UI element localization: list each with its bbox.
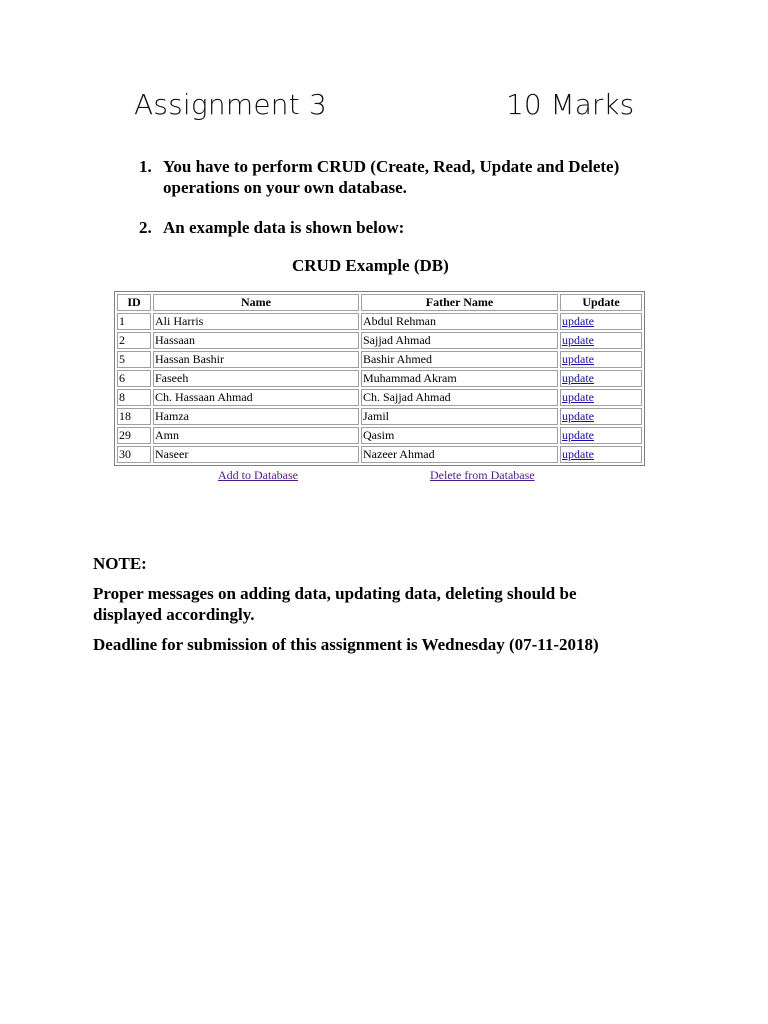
cell-id: 1 — [117, 313, 151, 330]
cell-name: Hassaan — [153, 332, 359, 349]
assignment-title: Assignment 3 — [134, 88, 327, 121]
note-deadline: Deadline for submission of this assignment is Wednesday (07-11-2018) — [93, 635, 599, 654]
table-row — [117, 370, 642, 387]
cell-father-name: Sajjad Ahmad — [361, 332, 558, 349]
column-header-name: Name — [153, 294, 359, 311]
cell-update — [560, 351, 642, 368]
example-caption: CRUD Example (DB) — [292, 256, 449, 275]
cell-name: Hamza — [153, 408, 359, 425]
cell-name: Faseeh — [153, 370, 359, 387]
table-row — [117, 332, 642, 349]
table-row — [117, 408, 642, 425]
note-message: Proper messages on adding data, updating data, deleting should be displayed accordingly. — [93, 584, 577, 624]
table-row — [117, 446, 642, 463]
crud-example-table — [114, 291, 645, 466]
cell-id: 29 — [117, 427, 151, 444]
cell-id: 6 — [117, 370, 151, 387]
update-link[interactable]: update — [562, 352, 594, 366]
table-row — [117, 313, 642, 330]
instruction-number: 1. — [139, 157, 152, 176]
cell-update — [560, 427, 642, 444]
cell-father-name: Abdul Rehman — [361, 313, 558, 330]
column-header-update: Update — [560, 294, 642, 311]
assignment-marks: 10 Marks — [506, 88, 635, 121]
table-header-row — [117, 294, 642, 311]
note-label: NOTE: — [93, 554, 147, 573]
cell-id: 8 — [117, 389, 151, 406]
update-link[interactable]: update — [562, 371, 594, 385]
instruction-text: An example data is shown below: — [163, 218, 405, 237]
instruction-item — [139, 217, 659, 239]
cell-name: Naseer — [153, 446, 359, 463]
cell-id: 30 — [117, 446, 151, 463]
update-link[interactable]: update — [562, 428, 594, 442]
column-header-id: ID — [117, 294, 151, 311]
cell-father-name: Jamil — [361, 408, 558, 425]
cell-father-name: Qasim — [361, 427, 558, 444]
cell-father-name: Ch. Sajjad Ahmad — [361, 389, 558, 406]
cell-id: 2 — [117, 332, 151, 349]
update-link[interactable]: update — [562, 314, 594, 328]
table-row — [117, 427, 642, 444]
cell-name: Ch. Hassaan Ahmad — [153, 389, 359, 406]
instruction-text: You have to perform CRUD (Create, Read, Update and Delete) operations on your own database. — [163, 157, 620, 197]
delete-from-database-link[interactable]: Delete from Database — [430, 468, 535, 482]
instruction-item — [139, 156, 659, 200]
cell-name: Ali Harris — [153, 313, 359, 330]
update-link[interactable]: update — [562, 390, 594, 404]
cell-update — [560, 389, 642, 406]
cell-father-name: Muhammad Akram — [361, 370, 558, 387]
cell-update — [560, 408, 642, 425]
table-row — [117, 351, 642, 368]
instruction-number: 2. — [139, 218, 152, 237]
update-link[interactable]: update — [562, 333, 594, 347]
cell-update — [560, 446, 642, 463]
cell-id: 5 — [117, 351, 151, 368]
cell-update — [560, 332, 642, 349]
cell-update — [560, 313, 642, 330]
cell-update — [560, 370, 642, 387]
update-link[interactable]: update — [562, 447, 594, 461]
cell-name: Hassan Bashir — [153, 351, 359, 368]
cell-name: Amn — [153, 427, 359, 444]
table-row — [117, 389, 642, 406]
cell-father-name: Bashir Ahmed — [361, 351, 558, 368]
column-header-father-name: Father Name — [361, 294, 558, 311]
add-to-database-link[interactable]: Add to Database — [218, 468, 298, 482]
cell-id: 18 — [117, 408, 151, 425]
cell-father-name: Nazeer Ahmad — [361, 446, 558, 463]
update-link[interactable]: update — [562, 409, 594, 423]
